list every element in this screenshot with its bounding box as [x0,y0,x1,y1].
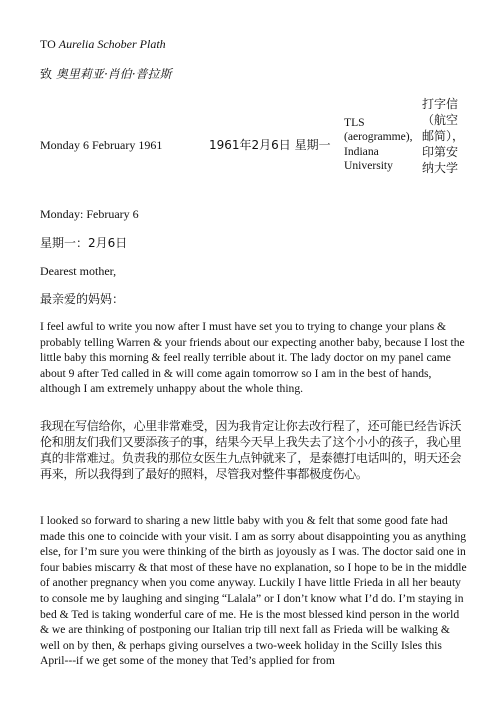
recipient-line [40,36,166,52]
recipient-line-cn [40,66,171,82]
salutation-cn: 最亲爱的妈妈： [40,292,125,306]
source-note: TLS (aerogramme), Indiana University [344,116,413,173]
paragraph-2: I looked so forward to sharing a new little baby with you & felt that some good fate had made this one to coincide with your visit. I am as sorry about disappointing you as anything else, for I’m sure you were thinking of the birth as joyously as I was. The doctor said one in four babies miscarry & that most of these have no explanation, so I hope to be in the middle of another pregnancy when you come anyway. Luckily I have little Frieda in all her beauty to console me by laughing and singing “Lalala” or I don’t know what I’d do. I’m staying in bed & Ted is taking wonderful care of me. He is the most blessed kind person in the world & we are thinking of postponing our Italian trip till next fall as Frieda will be walking & well on by then, & perhaps giving ourselves a two-week holiday in the Scilly Isles this April---if we get some of the money that Ted’s applied for from [40,514,467,668]
paragraph-1-cn: 我现在写信给你，心里非常难受，因为我肯定让你去改行程了，还可能已经告诉沃伦和朋友们我们又要添孩子的事，结果今天早上我失去了这个小小的孩子，我心里真的非常难过。负责我的那位女医生九点钟就来了，是泰德打电话叫的，明天还会再来，所以我得到了最好的照料，尽管我对整件事都极度伤心。 [40,419,462,481]
recipient-name: Aurelia Schober Plath [58,37,166,51]
dateline: Monday: February 6 [40,207,139,221]
paragraph-1: I feel awful to write you now after I must have set you to trying to change your plans & probably telling Warren & your friends about our expecting another baby, because I lost the little baby this morning & feel really terrible about it. The lady doctor on my panel came about 9 after Ted called in & will come again tomorrow so I am in the best of hands, although I am extremely unhappy about the whole thing. [40,320,465,396]
source-note-cn: 打字信（航空邮简），印第安纳大学 [422,97,465,175]
dateline-cn: 星期一：2月6日 [40,236,128,250]
to-prefix-cn: 致 [40,67,53,81]
to-prefix: TO [40,37,56,51]
salutation: Dearest mother, [40,264,117,278]
letter-date-cn: 1961年2月6日 星期一 [209,138,331,152]
letter-date: Monday 6 February 1961 [40,138,163,152]
recipient-name-cn: 奥里莉亚·肖伯·普拉斯 [55,67,172,81]
